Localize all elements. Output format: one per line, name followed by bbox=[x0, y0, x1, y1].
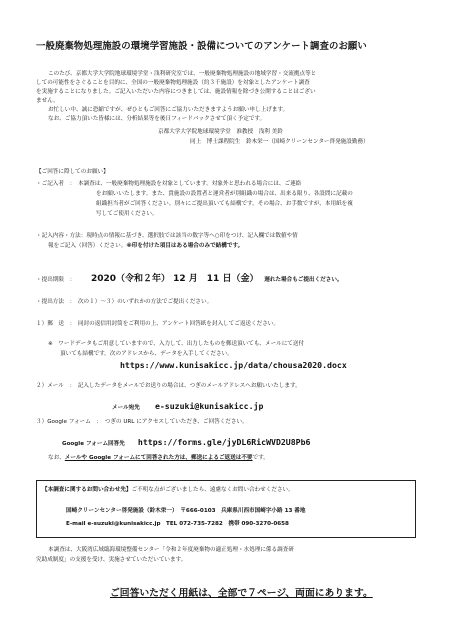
footer-note: ご回答いただく用紙は、全部で７ページ、両面にあります。 bbox=[110, 588, 373, 599]
intro-feedback: なお、ご協力頂いた皆様には、分析結果等を後日フィードバックさせて頂く予定です。 bbox=[48, 116, 266, 122]
intro-line-2: しての可能性をさぐることを目的に、全国の一般廃棄物処理施設（約３千施設）を対象としたアンケート調査 bbox=[36, 80, 310, 86]
word-data-link[interactable]: https://www.kunisakicc.jp/data/chousa2020.docx bbox=[120, 360, 347, 370]
contact-heading-row bbox=[42, 486, 294, 494]
method-line-2-text: 報をご記入（回答）ください。 bbox=[48, 243, 127, 249]
page-title: 一般廃棄物処理施設の環境学習施設・設備についてのアンケート調査のお願い bbox=[36, 41, 367, 52]
respondent-line-2: をお願いいたします。また、貴施設の設置者と運営者が別組織の場合は、出来る限り、各設問に記載の bbox=[96, 191, 353, 197]
intro-line-1: このたび、京都大学大学院地球環境学堂・浅利研究室では、一般廃棄物処理施設の地域学習・交流拠点等と bbox=[48, 71, 317, 77]
intro-request: お忙しい中、誠に恐縮ですが、ぜひともご回答にご協力いただきますようお願い申し上げます。 bbox=[48, 107, 289, 113]
notes-heading: 【ご回答に際してのお願い】 bbox=[36, 169, 109, 175]
grant-line-2: 究助成制度」の支援を受け、実施させていただいています。 bbox=[36, 557, 187, 563]
submission-label: ・提出方法 ： 次の１）～３）のいずれかの方法でご提出ください。 bbox=[36, 299, 213, 305]
caution-prefix: なお、 bbox=[48, 455, 65, 461]
form-url-link[interactable]: https://forms.gle/jyDL6RicWVD2U8Pb6 bbox=[137, 437, 311, 447]
contact-org: 国崎クリーンセンター啓発施設（鈴木栄一） 〒666-0103 兵庫県川西市国崎字小路 13 番地 bbox=[66, 508, 306, 514]
email-label: メール宛先 bbox=[112, 405, 140, 411]
contact-heading-note: ご不明な点がございましたら、遠慮なくお問い合わせください。 bbox=[131, 487, 294, 493]
deadline-label: ・提出期限 ： bbox=[36, 277, 76, 283]
caution-suffix: です。 bbox=[252, 455, 269, 461]
email-address-link[interactable]: e-suzuki@kunisakicc.jp bbox=[154, 401, 264, 411]
method-line-2 bbox=[48, 242, 243, 250]
word-data-note-1: ※ ワードデータもご用意していますので、入力して、出力したものを郵送頂いても、メールにて送付 bbox=[48, 341, 305, 347]
word-data-note-2: 頂いても結構です。次のアドレスから、データを入手してください。 bbox=[60, 351, 233, 357]
form-row bbox=[62, 430, 310, 449]
deadline-row bbox=[36, 275, 343, 284]
respondent-line-1: ・ご記入者 ： 本調査は、一般廃棄物処理施設を対象としています。対象外と思われる場合には、ご連絡 bbox=[36, 181, 302, 187]
email-method: ２）メール ： 記入したデータをメールでお送りの場合は、つぎのメールアドレスへお願いいたします。 bbox=[36, 383, 301, 389]
signature-1: 京都大学大学院地球環境学堂 准教授 浅利 美鈴 bbox=[158, 129, 283, 135]
mail-method: １）郵 送 ： 同封の返信用封筒をご利用の上、アンケート回答紙を封入してご返送ください。 bbox=[36, 321, 279, 327]
form-method: ３）Google フォーム ： つぎの URL にアクセスしていただき、ご回答ください。 bbox=[36, 419, 248, 425]
email-row bbox=[112, 394, 263, 413]
respondent-line-4: 写してご使用ください。 bbox=[96, 211, 158, 217]
caution-row bbox=[48, 454, 269, 462]
signature-2: 同上 博士課程院生 鈴木栄一（国崎クリーンセンター啓発施設勤務） bbox=[190, 139, 369, 145]
grant-line-1: 本調査は、大阪湾広域臨海環境整備センター「令和２年度廃棄物の適正処理・水処理に係る調査研 bbox=[48, 547, 294, 553]
deadline-note: 遅れた場合もご提出ください。 bbox=[264, 277, 343, 283]
caution-underlined: メールや Google フォームにて回答された方は、郵送によるご返送は不要 bbox=[64, 455, 253, 461]
contact-heading: 【本調査に関するお問い合わせ先】 bbox=[42, 487, 132, 493]
respondent-line-3: 組織担当者がご回答ください。別々にご提出頂いても結構です。その場合、お手数ですが、本用紙を複 bbox=[96, 201, 353, 207]
intro-line-3: を実施することになりました。ご記入いただいた内容につきましては、施設情報を除づき公開することはござい bbox=[36, 89, 316, 95]
intro-line-4: ません。 bbox=[36, 98, 59, 104]
contact-lines: E-mail e-suzuki@kunisakicc.jp TEL 072-735-7282 携帯 090-3270-0658 bbox=[66, 521, 289, 527]
method-line-1: ・記入内容・方法：現時点の情報に基づき、選択肢では該当の数字等へ○印をつけ、記入欄では数値や情 bbox=[36, 233, 298, 239]
deadline-date: 2020（令和２年） 12 月 11 日（金） bbox=[90, 274, 259, 284]
form-label: Google フォーム回答先 bbox=[62, 441, 125, 447]
method-note: ※印を付けた項目はある場合のみで結構です。 bbox=[126, 243, 244, 249]
